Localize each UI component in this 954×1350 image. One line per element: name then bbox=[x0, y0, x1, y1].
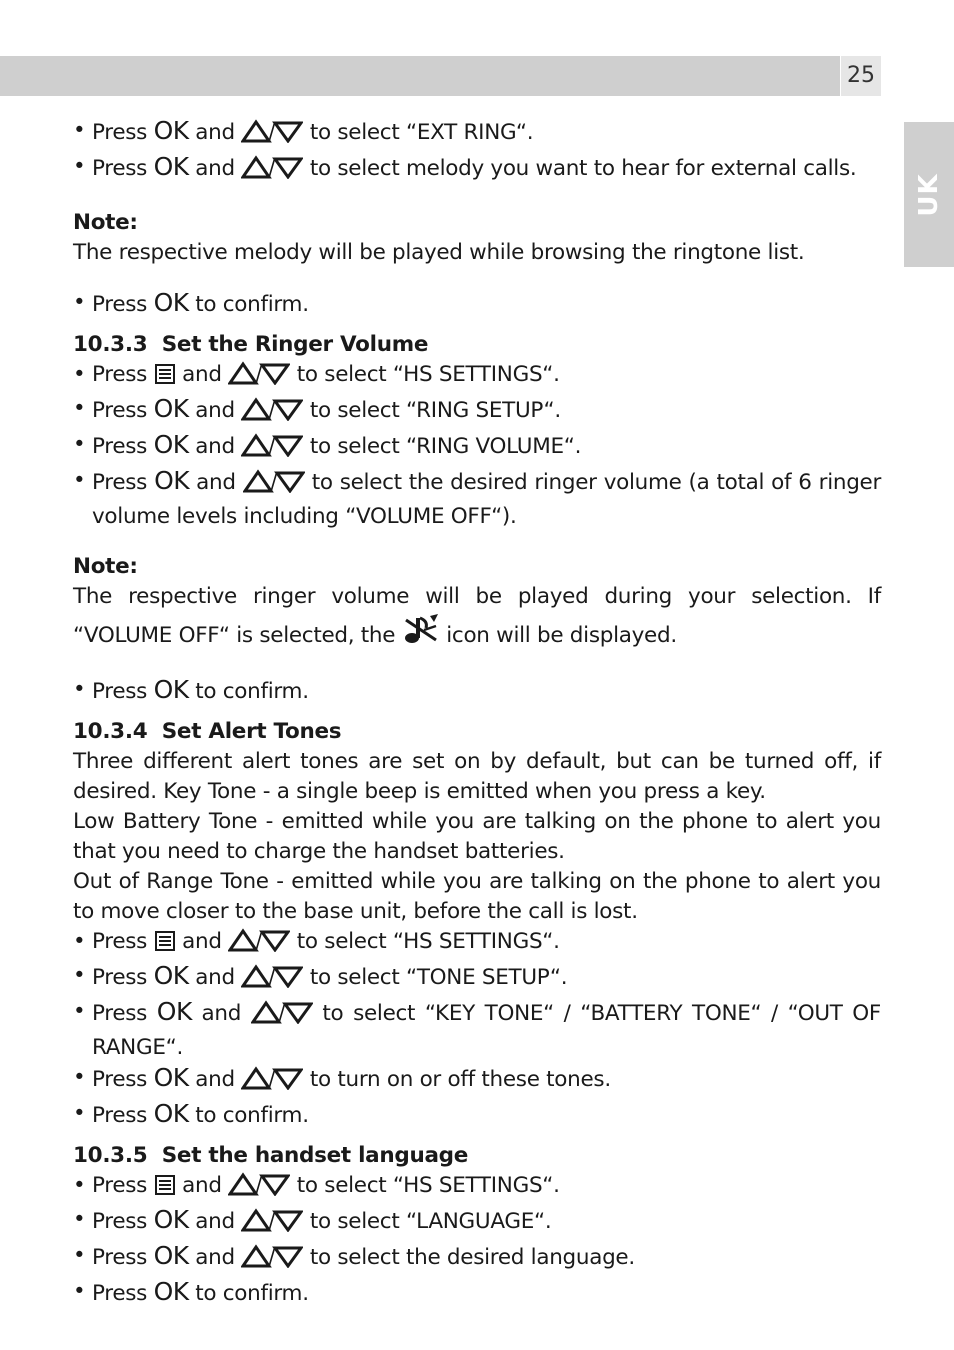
bullet-item bbox=[73, 675, 881, 707]
text-segment: Press bbox=[92, 679, 154, 704]
bullet-item bbox=[73, 1171, 881, 1205]
text-segment: and bbox=[188, 1209, 242, 1234]
bullet-item bbox=[73, 1205, 881, 1241]
text-segment: to confirm. bbox=[188, 679, 309, 704]
bullet-item bbox=[73, 961, 881, 997]
text-segment: Press bbox=[92, 1173, 154, 1198]
text-segment: Out of Range Tone - emitted while you are talking on the phone to alert you to move closer to the base unit, before the call is lost. bbox=[73, 869, 881, 924]
ok-key-icon: OK bbox=[153, 152, 189, 181]
text-segment: Press bbox=[92, 470, 155, 495]
spacer bbox=[73, 532, 881, 552]
bullet-item bbox=[73, 152, 881, 188]
manual-content bbox=[73, 116, 881, 1309]
text-segment: Press bbox=[92, 120, 154, 145]
text-segment: Low Battery Tone - emitted while you are talking on the phone to alert you that you need to charge the handset batteries. bbox=[73, 809, 881, 864]
text-segment: and bbox=[175, 929, 229, 954]
up-down-arrow-keys-icon bbox=[228, 928, 290, 961]
text-segment: to select “TONE SETUP“. bbox=[303, 965, 568, 990]
up-down-arrow-keys-icon bbox=[241, 119, 303, 152]
up-down-arrow-keys-icon bbox=[241, 1066, 303, 1099]
bullet-item bbox=[73, 288, 881, 320]
section-number: 10.3.3 bbox=[73, 332, 148, 357]
spacer bbox=[73, 1131, 881, 1141]
ok-key-icon: OK bbox=[153, 1277, 189, 1306]
text-segment: Press bbox=[92, 1067, 154, 1092]
text-segment: to select “KEY TONE“ / “BATTERY TONE“ / “OUT OF RANGE“. bbox=[92, 1001, 881, 1060]
up-down-arrow-keys-icon bbox=[228, 361, 290, 394]
ok-key-icon: OK bbox=[153, 675, 189, 704]
text-segment: to select the desired language. bbox=[303, 1245, 635, 1270]
text-segment: to select “LANGUAGE“. bbox=[303, 1209, 552, 1234]
ok-key-icon: OK bbox=[153, 430, 189, 459]
bullet-item bbox=[73, 430, 881, 466]
up-down-arrow-keys-icon bbox=[241, 433, 303, 466]
up-down-arrow-keys-icon bbox=[241, 155, 303, 188]
text-segment: and bbox=[189, 470, 243, 495]
spacer bbox=[73, 707, 881, 717]
text-segment: and bbox=[175, 1173, 229, 1198]
up-down-arrow-keys-icon bbox=[243, 469, 305, 502]
text-segment: to confirm. bbox=[188, 1281, 309, 1306]
ok-key-icon: OK bbox=[153, 1205, 189, 1234]
text-segment: and bbox=[188, 120, 242, 145]
bullet-item bbox=[73, 1063, 881, 1099]
section-heading bbox=[73, 717, 881, 747]
paragraph bbox=[73, 747, 881, 807]
text-segment: Press bbox=[92, 1209, 154, 1234]
text-segment: Press bbox=[92, 965, 154, 990]
note-label: Note: bbox=[73, 210, 138, 235]
text-segment: to select “RING VOLUME“. bbox=[303, 434, 582, 459]
text-segment: to select “HS SETTINGS“. bbox=[290, 362, 560, 387]
text-segment: to select “HS SETTINGS“. bbox=[290, 1173, 560, 1198]
text-segment: Press bbox=[92, 1245, 154, 1270]
ok-key-icon: OK bbox=[153, 116, 189, 145]
menu-key-icon bbox=[154, 930, 176, 961]
section-title: Set the handset language bbox=[161, 1143, 469, 1168]
text-segment: Press bbox=[92, 292, 154, 317]
section-title: Set the Ringer Volume bbox=[161, 332, 429, 357]
text-segment: icon will be displayed. bbox=[439, 623, 677, 648]
paragraph bbox=[73, 867, 881, 927]
text-segment: to select melody you want to hear for external calls. bbox=[303, 156, 857, 181]
text-segment: to select the desired ringer volume (a total of 6 ringer volume levels including “VOLUME OFF“). bbox=[92, 470, 882, 529]
ok-key-icon: OK bbox=[153, 1241, 189, 1270]
text-segment: and bbox=[188, 156, 242, 181]
bullet-item bbox=[73, 116, 881, 152]
up-down-arrow-keys-icon bbox=[241, 964, 303, 997]
text-segment: and bbox=[188, 965, 242, 990]
bullet-item bbox=[73, 1277, 881, 1309]
page-number: 25 bbox=[841, 56, 881, 96]
section-heading bbox=[73, 1141, 881, 1171]
text-segment: Press bbox=[92, 1103, 154, 1128]
section-heading bbox=[73, 330, 881, 360]
text-segment: to select “HS SETTINGS“. bbox=[290, 929, 560, 954]
note-text bbox=[73, 582, 881, 655]
text-segment: and bbox=[188, 1067, 242, 1092]
section-number: 10.3.4 bbox=[73, 719, 148, 744]
up-down-arrow-keys-icon bbox=[241, 397, 303, 430]
ok-key-icon: OK bbox=[153, 394, 189, 423]
bullet-item bbox=[73, 466, 881, 532]
text-segment: and bbox=[191, 1001, 251, 1026]
text-segment: and bbox=[175, 362, 229, 387]
text-segment: Press bbox=[92, 156, 154, 181]
ok-key-icon: OK bbox=[153, 1063, 189, 1092]
text-segment: to confirm. bbox=[188, 1103, 309, 1128]
text-segment: to select “RING SETUP“. bbox=[303, 398, 561, 423]
menu-key-icon bbox=[154, 1174, 176, 1205]
text-segment: Press bbox=[92, 362, 154, 387]
bullet-item bbox=[73, 997, 881, 1063]
spacer bbox=[73, 268, 881, 288]
text-segment: The respective ringer volume will be played during your selection. If “VOLUME OFF“ is selected, the bbox=[73, 584, 881, 648]
bullet-item bbox=[73, 394, 881, 430]
language-tab-label: UK bbox=[914, 172, 944, 217]
ok-key-icon: OK bbox=[153, 288, 189, 317]
text-segment: and bbox=[188, 398, 242, 423]
ok-key-icon: OK bbox=[154, 466, 190, 495]
bullet-item bbox=[73, 360, 881, 394]
text-segment: Press bbox=[92, 1281, 154, 1306]
section-title: Set Alert Tones bbox=[161, 719, 342, 744]
up-down-arrow-keys-icon bbox=[241, 1244, 303, 1277]
text-segment: Press bbox=[92, 929, 154, 954]
text-segment: The respective melody will be played while browsing the ringtone list. bbox=[73, 240, 805, 265]
header-bar bbox=[0, 56, 840, 96]
bullet-item bbox=[73, 927, 881, 961]
text-segment: to select “EXT RING“. bbox=[303, 120, 534, 145]
text-segment: and bbox=[188, 1245, 242, 1270]
menu-key-icon bbox=[154, 363, 176, 394]
bullet-item bbox=[73, 1241, 881, 1277]
note-label: Note: bbox=[73, 554, 138, 579]
up-down-arrow-keys-icon bbox=[241, 1208, 303, 1241]
bullet-item bbox=[73, 1099, 881, 1131]
up-down-arrow-keys-icon bbox=[228, 1172, 290, 1205]
note-text bbox=[73, 238, 881, 268]
ok-key-icon: OK bbox=[153, 961, 189, 990]
text-segment: to turn on or off these tones. bbox=[303, 1067, 611, 1092]
ok-key-icon: OK bbox=[156, 997, 192, 1026]
language-tab bbox=[904, 122, 954, 267]
spacer bbox=[73, 320, 881, 330]
text-segment: Three different alert tones are set on by default, but can be turned off, if desired. Key Tone - a single beep is emitted when you press a key. bbox=[73, 749, 881, 804]
text-segment: Press bbox=[92, 398, 154, 423]
up-down-arrow-keys-icon bbox=[251, 1000, 313, 1033]
spacer bbox=[73, 655, 881, 675]
text-segment: and bbox=[188, 434, 242, 459]
spacer bbox=[73, 188, 881, 208]
section-number: 10.3.5 bbox=[73, 1143, 148, 1168]
text-segment: to confirm. bbox=[188, 292, 309, 317]
ok-key-icon: OK bbox=[153, 1099, 189, 1128]
paragraph bbox=[73, 807, 881, 867]
ringer-off-icon bbox=[402, 612, 440, 655]
text-segment: Press bbox=[92, 434, 154, 459]
text-segment: Press bbox=[92, 1001, 157, 1026]
